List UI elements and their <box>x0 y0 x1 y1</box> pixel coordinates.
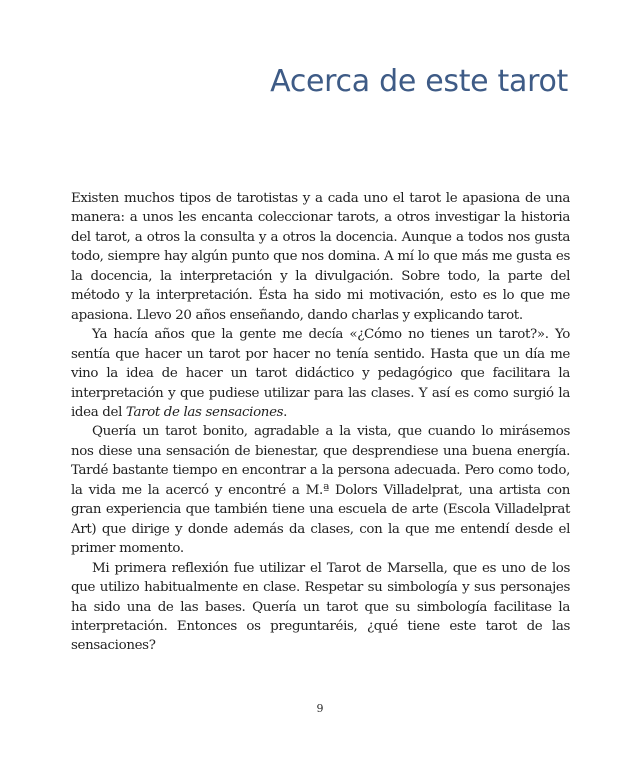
body-text <box>71 189 570 656</box>
paragraph-4 <box>71 559 570 656</box>
paragraph-3 <box>71 422 570 558</box>
paragraph-2-end: . <box>283 404 288 420</box>
paragraph-1-text: Existen muchos tipos de tarotistas y a cada uno el tarot le apasiona de una manera: a unos les encanta coleccionar tarots, a otros investigar la historia del tarot, a otros la consulta y a otros la docencia. Aunque a todos nos gusta todo, siempre hay algún punto que nos domina. A mí lo que más me gusta es la docencia, la interpretación y la divulgación. Sobre todo, la parte del método y la interpretación. Ésta ha sido mi motivación, esto es lo que me apasiona. Llevo 20 años enseñando, dando charlas y explicando tarot. <box>71 191 570 323</box>
paragraph-2 <box>71 325 570 422</box>
paragraph-3-text: Quería un tarot bonito, agradable a la vista, que cuando lo mirásemos nos diese una sensación de bienestar, que desprendiese una buena energía. Tardé bastante tiempo en encontrar a la persona adecuada. Pero como todo, la vida me la acercó y encontré a M.ª Dolors Villadelprat, una artista con gran experiencia que también tiene una escuela de arte (Escola Villadelprat Art) que dirige y donde además da clases, con la que me entendí desde el primer momento. <box>71 424 570 557</box>
chapter-title: Acerca de este tarot <box>270 64 568 99</box>
paragraph-2-text: Ya hacía años que la gente me decía «¿Cómo no tienes un tarot?». Yo sentía que hacer un tarot por hacer no tenía sentido. Hasta que un día me vino la idea de hacer un tarot didáctico y pedagógico que facilitara la interpretación y que pudiese utilizar para las clases. Y así es como surgió la idea del <box>71 327 570 420</box>
book-title-italic: Tarot de las sensaciones <box>125 404 284 420</box>
paragraph-4-text: Mi primera reflexión fue utilizar el Tarot de Marsella, que es uno de los que utilizo habitualmente en clase. Respetar su simbología y sus personajes ha sido una de las bases. Quería un tarot que su simbología facilitase la interpretación. Entonces os preguntaréis, ¿qué tiene este tarot de las sensaciones? <box>71 560 570 654</box>
paragraph-1 <box>71 189 570 325</box>
page-number: 9 <box>316 702 324 715</box>
